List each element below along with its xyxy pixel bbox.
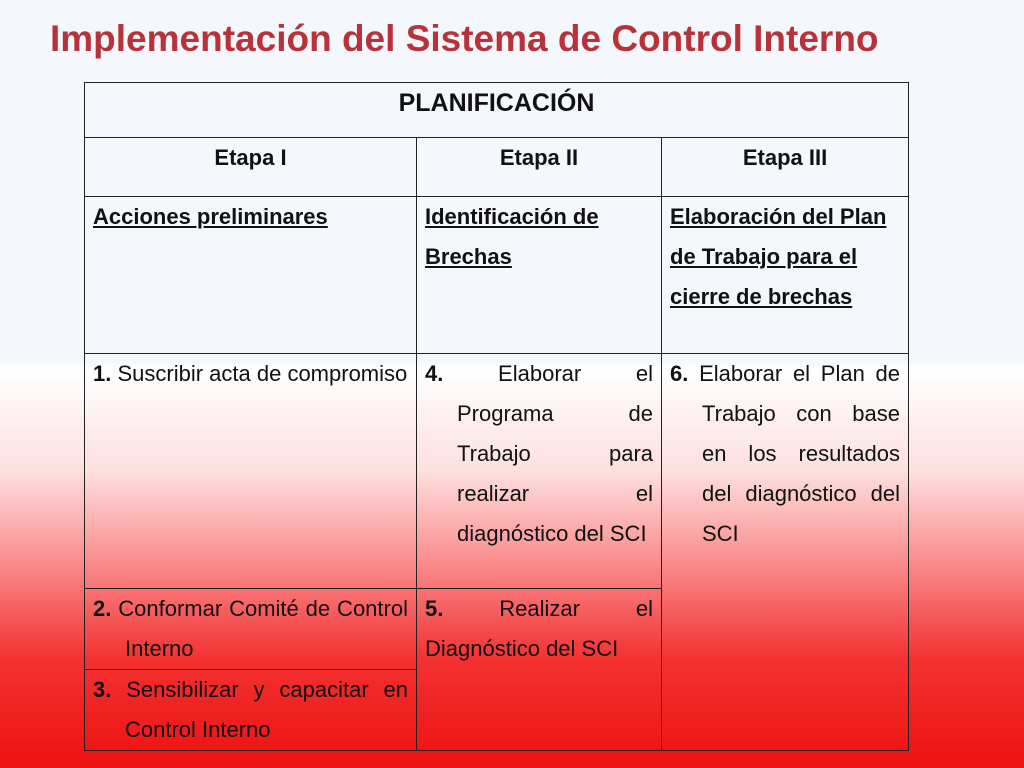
task-5-number: 5. [425, 596, 444, 621]
table-header-planificacion: PLANIFICACIÓN [85, 83, 909, 138]
task-1-cell [85, 354, 417, 589]
stage-1-header: Etapa I [85, 138, 417, 197]
page-title: Implementación del Sistema de Control Interno [50, 18, 879, 59]
task-2-cell [85, 589, 417, 670]
task-2-number: 2. [93, 596, 112, 621]
stage-1-action: Acciones preliminares [85, 197, 417, 354]
task-5-text: Realizar el Diagnóstico del SCI [425, 596, 653, 661]
task-4-number: 4. [425, 361, 444, 386]
task-2-text: Conformar Comité de Control Interno [118, 596, 408, 661]
task-3-text: Sensibilizar y capacitar en Control Interno [125, 677, 408, 742]
stage-3-action: Elaboración del Plan de Trabajo para el cierre de brechas [662, 197, 909, 354]
task-3-number: 3. [93, 677, 112, 702]
task-1-number: 1. [93, 361, 112, 386]
task-4-text: Elaborar el Programa de Trabajo para realizar el diagnóstico del SCI [457, 361, 653, 546]
task-5-cell [417, 589, 662, 751]
task-4-cell [417, 354, 662, 589]
stage-2-header: Etapa II [417, 138, 662, 197]
stage-2-action: Identificación de Brechas [417, 197, 662, 354]
planning-table [84, 82, 909, 751]
task-1-text: Suscribir acta de compromiso [117, 361, 408, 386]
task-6-text: Elaborar el Plan de Trabajo con base en los resultados del diagnóstico del SCI [699, 361, 901, 546]
task-6-number: 6. [670, 361, 689, 386]
task-6-cell [662, 354, 909, 751]
task-3-cell [85, 670, 417, 751]
stage-3-header: Etapa III [662, 138, 909, 197]
